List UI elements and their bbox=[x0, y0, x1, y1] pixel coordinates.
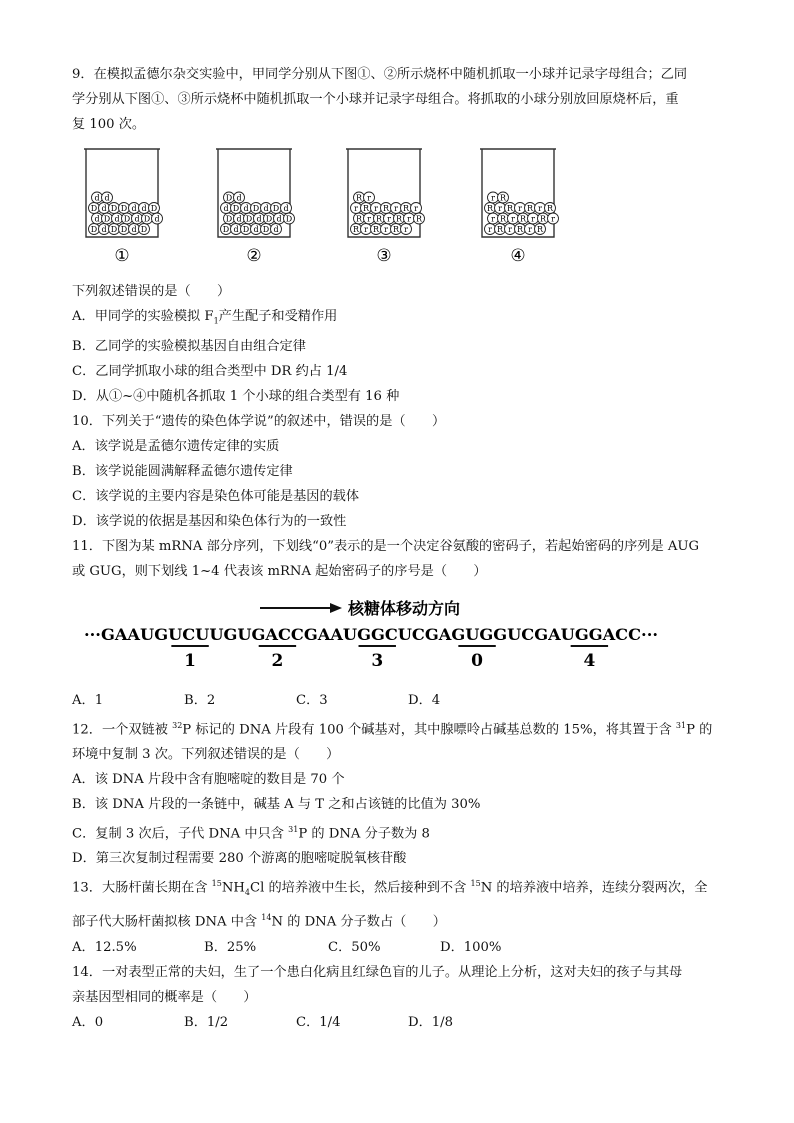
ball-letter: R bbox=[392, 225, 400, 234]
q11-option-b: B．2 bbox=[184, 692, 216, 708]
ball-letter: r bbox=[498, 204, 502, 213]
ball-letter: r bbox=[387, 214, 391, 224]
q9-option-b: B．乙同学的实验模拟基因自由组合定律 bbox=[72, 338, 306, 354]
ball-letter: r bbox=[367, 214, 371, 224]
q12-stem-line2: 环境中复制 3 次。下列叙述错误的是（ ） bbox=[72, 747, 340, 763]
ball-letter: r bbox=[488, 225, 492, 234]
ball-letter: D bbox=[242, 225, 250, 234]
ball-letter: d bbox=[256, 214, 262, 224]
q12-option-a: A．该 DNA 片段中含有胞嘧啶的数目是 70 个 bbox=[72, 772, 345, 788]
codon-marks bbox=[171, 646, 608, 671]
q12-option-c: C．复制 3 次后，子代 DNA 中只含 $^{31}$P 的 DNA 分子数为 8 bbox=[72, 825, 430, 842]
beakers-figure bbox=[82, 147, 724, 277]
mrna-svg bbox=[72, 592, 724, 682]
codon-number-2: 2 bbox=[271, 650, 284, 671]
q14-option-b: B．1/2 bbox=[184, 1014, 229, 1030]
ball-letter: d bbox=[101, 204, 107, 213]
ball-letter: D bbox=[232, 204, 240, 213]
ball-letter: R bbox=[372, 225, 380, 234]
q9-stem-line1: 9．在模拟孟德尔杂交实验中，甲同学分别从下图①、②所示烧杯中随机抓取一小球并记录字母组合；乙同 bbox=[72, 67, 688, 82]
ball-letter: d bbox=[104, 193, 110, 203]
ball-letter: R bbox=[506, 204, 514, 213]
ball-letter: R bbox=[355, 193, 363, 203]
ball-letter: d bbox=[263, 204, 269, 213]
beaker-label: ② bbox=[246, 246, 262, 266]
ball-letter: d bbox=[276, 214, 282, 224]
direction-arrow-head bbox=[330, 603, 342, 613]
ball-letter: D bbox=[222, 225, 230, 234]
q9-stem-line2: 学分别从下图①、③所示烧杯中随机抓取一个小球并记录字母组合。将抓取的小球分别放回原烧杯后，重 bbox=[72, 92, 679, 107]
ball-letter: r bbox=[407, 214, 411, 224]
q10-option-d: D．该学说的依据是基因和染色体行为的一致性 bbox=[72, 513, 347, 529]
mrna-figure bbox=[72, 592, 724, 682]
ball-letter: R bbox=[352, 225, 360, 234]
ball-letter: D bbox=[110, 225, 118, 234]
q10-stem: 10．下列关于“遗传的染色体学说”的叙述中，错误的是（ ） bbox=[72, 413, 446, 429]
ball-letter: R bbox=[499, 193, 507, 203]
ball-letter: D bbox=[123, 214, 131, 224]
ball-letter: d bbox=[154, 214, 160, 224]
ball-letter: D bbox=[103, 214, 111, 224]
ball-letter: r bbox=[531, 214, 535, 224]
q11-option-d: D．4 bbox=[408, 692, 441, 708]
ball-letter: d bbox=[94, 193, 100, 203]
ball-letter: R bbox=[539, 214, 547, 224]
ball-letter: d bbox=[94, 214, 100, 224]
q13-option-b: B．25% bbox=[204, 939, 257, 955]
beaker-label: ① bbox=[114, 246, 130, 266]
ball-letter: D bbox=[272, 204, 280, 213]
q14-option-c: C．1/4 bbox=[296, 1014, 341, 1030]
ball-letter: d bbox=[101, 225, 107, 234]
ball-letter: r bbox=[518, 204, 522, 213]
q12-option-b: B．该 DNA 片段的一条链中，碱基 A 与 T 之和占该链的比值为 30% bbox=[72, 797, 481, 813]
ball-letter: D bbox=[120, 225, 128, 234]
ball-letter: d bbox=[141, 204, 147, 213]
q9-option-d: D．从①~④中随机各抓取 1 个小球的组合类型有 16 种 bbox=[72, 388, 400, 404]
ball-letter: D bbox=[90, 225, 98, 234]
beaker-4 bbox=[480, 149, 559, 266]
ball-letter: r bbox=[491, 214, 495, 224]
ball-letter: r bbox=[528, 225, 532, 234]
ball-letter: D bbox=[265, 214, 273, 224]
q12-option-d: D．第三次复制过程需要 280 个游离的胞嘧啶脱氧核苷酸 bbox=[72, 851, 407, 867]
codon-number-0: 0 bbox=[471, 650, 483, 671]
q10-option-c: C．该学说的主要内容是染色体可能是基因的载体 bbox=[72, 488, 360, 504]
ball-letter: R bbox=[516, 225, 524, 234]
ball-letter: d bbox=[236, 214, 242, 224]
ball-letter: d bbox=[131, 204, 137, 213]
ball-letter: d bbox=[134, 214, 140, 224]
q13-options bbox=[72, 935, 724, 960]
q14-option-d: D．1/8 bbox=[408, 1014, 453, 1030]
ball-letter: r bbox=[374, 204, 378, 213]
mrna-sequence: ···GAAUGUCUUGUGACCGAAUGGCUCGAGUGGUCGAUGGACC··· bbox=[84, 624, 658, 644]
ball-letter: r bbox=[384, 225, 388, 234]
ball-letter: R bbox=[536, 225, 544, 234]
codon-number-4: 4 bbox=[583, 650, 596, 671]
beaker-1 bbox=[84, 149, 163, 266]
ball-letter: D bbox=[143, 214, 151, 224]
q14-option-a: A．0 bbox=[72, 1014, 104, 1030]
ball-letter: d bbox=[114, 214, 120, 224]
q9-option-c: C．乙同学抓取小球的组合类型中 DR 约占 1/4 bbox=[72, 363, 348, 379]
beaker-label: ③ bbox=[376, 246, 392, 266]
ball-letter: d bbox=[223, 204, 229, 213]
ball-letter: D bbox=[225, 214, 233, 224]
q13-option-a: A．12.5% bbox=[72, 939, 137, 955]
arrow-label: 核糖体移动方向 bbox=[348, 598, 461, 618]
ball-letter: r bbox=[508, 225, 512, 234]
ball-letter: D bbox=[150, 204, 158, 213]
ball-letter: r bbox=[511, 214, 515, 224]
beakers-svg bbox=[82, 147, 562, 277]
q13-option-c: C．50% bbox=[328, 939, 381, 955]
ball-letter: R bbox=[402, 204, 410, 213]
ball-letter: d bbox=[283, 204, 289, 213]
ball-letter: D bbox=[140, 225, 148, 234]
q13-stem-line1: 13．大肠杆菌长期在含 $^{15}NH_4Cl$ 的培养液中生长，然后接种到不含 $^{15}$N 的培养液中培养，连续分裂两次，全 bbox=[72, 879, 708, 898]
ball-letter: D bbox=[252, 204, 260, 213]
ball-letter: d bbox=[233, 225, 239, 234]
ball-letter: r bbox=[414, 204, 418, 213]
q12-stem-line1: 12．一个双链被 $^{32}$P 标记的 DNA 片段有 100 个碱基对，其中腺嘌呤占碱基总数的 15%，将其置于含 $^{31}$P 的 bbox=[72, 720, 713, 738]
q14-stem-line2: 亲基因型相同的概率是（ ） bbox=[72, 989, 257, 1005]
ball-letter: r bbox=[551, 214, 555, 224]
ball-letter: R bbox=[499, 214, 507, 224]
exam-page bbox=[72, 62, 724, 1035]
ball-letter: R bbox=[415, 214, 423, 224]
q11-option-c: C．3 bbox=[296, 692, 328, 708]
ball-letter: d bbox=[236, 193, 242, 203]
ball-letter: D bbox=[90, 204, 98, 213]
ball-letter: R bbox=[375, 214, 383, 224]
beaker-label: ④ bbox=[510, 246, 526, 266]
ball-letter: r bbox=[491, 193, 495, 203]
ball-letter: D bbox=[245, 214, 253, 224]
ball-letter: d bbox=[243, 204, 249, 213]
q14-options bbox=[72, 1010, 724, 1035]
codon-number-1: 1 bbox=[184, 650, 196, 671]
q10-option-a: A．该学说是孟德尔遗传定律的实质 bbox=[72, 438, 280, 454]
ball-letter: r bbox=[367, 193, 371, 203]
q14-stem-line1: 14．一对表型正常的夫妇，生了一个患白化病且红绿色盲的儿子。从理论上分析，这对夫妇的孩子与其母 bbox=[72, 964, 683, 980]
ball-letter: r bbox=[364, 225, 368, 234]
ball-letter: d bbox=[131, 225, 137, 234]
ball-letter: D bbox=[262, 225, 270, 234]
q11-option-a: A．1 bbox=[72, 692, 104, 708]
ball-letter: R bbox=[546, 204, 554, 213]
ball-letter: D bbox=[110, 204, 118, 213]
ball-letter: D bbox=[120, 204, 128, 213]
ball-letter: R bbox=[362, 204, 370, 213]
ball-letter: R bbox=[355, 214, 363, 224]
ball-letter: R bbox=[382, 204, 390, 213]
ball-letter: d bbox=[253, 225, 259, 234]
codon-number-3: 3 bbox=[371, 650, 384, 671]
ball-letter: r bbox=[404, 225, 408, 234]
q11-options bbox=[72, 688, 724, 713]
q9-stem-line3: 复 100 次。 bbox=[72, 117, 146, 132]
q9-option-a: A．甲同学的实验模拟 $F_1$产生配子和受精作用 bbox=[72, 309, 338, 326]
ball-letter: D bbox=[285, 214, 293, 224]
q13-option-d: D．100% bbox=[440, 939, 502, 955]
ball-letter: R bbox=[496, 225, 504, 234]
ball-letter: R bbox=[519, 214, 527, 224]
q13-stem-line2: 部子代大肠杆菌拟核 DNA 中含 $^{14}$N 的 DNA 分子数占（ ） bbox=[72, 913, 446, 930]
ball-letter: r bbox=[538, 204, 542, 213]
ball-letter: r bbox=[394, 204, 398, 213]
ball-letter: R bbox=[486, 204, 494, 213]
beaker-2 bbox=[216, 149, 295, 266]
q11-stem-line1: 11．下图为某 mRNA 部分序列，下划线“0”表示的是一个决定谷氨酸的密码子，若起始密码的序列是 AUG bbox=[72, 538, 700, 554]
q9-prompt: 下列叙述错误的是（ ） bbox=[72, 284, 231, 299]
q10-option-b: B．该学说能圆满解释孟德尔遗传定律 bbox=[72, 463, 293, 479]
q11-stem-line2: 或 GUG，则下划线 1~4 代表该 mRNA 起始密码子的序号是（ ） bbox=[72, 563, 487, 579]
ball-letter: R bbox=[526, 204, 534, 213]
beaker-3 bbox=[346, 149, 425, 266]
ball-letter: R bbox=[395, 214, 403, 224]
ball-letter: r bbox=[354, 204, 358, 213]
ball-letter: d bbox=[273, 225, 279, 234]
ball-letter: D bbox=[225, 193, 233, 203]
